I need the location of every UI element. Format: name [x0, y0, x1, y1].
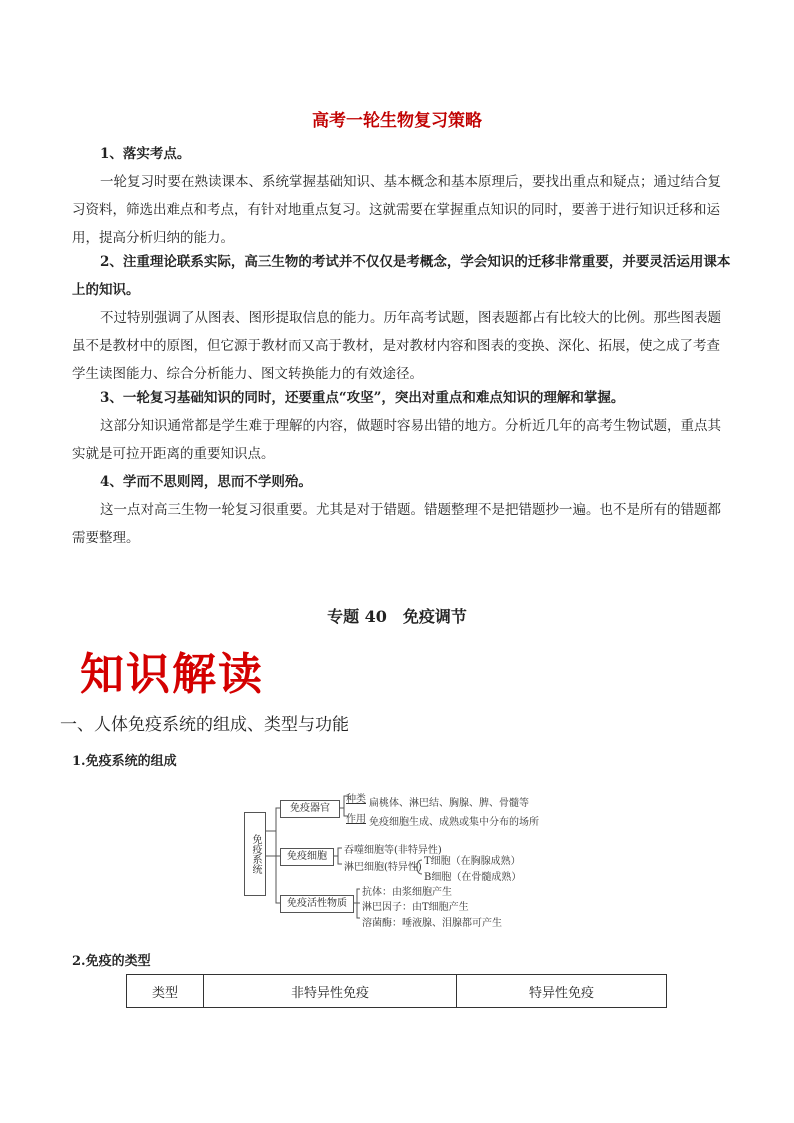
t-cell-text: T细胞（在胸腺成熟）: [424, 856, 521, 867]
strategy-1-body: 一轮复习时要在熟读课本、系统掌握基础知识、基本概念和基本原理后，要找出重点和疑点；通过结合复习资料，筛选出难点和考点，有针对地重点复习。这就需要在掌握重点知识的同时，要善于进行知识迁移和运用，提高分析归纳的能力。: [72, 174, 721, 246]
strategy-3-heading: 3、一轮复习基础知识的同时，还要重点“攻坚”，突出对重点和难点知识的理解和掌握。: [100, 390, 625, 406]
strategy-1-heading: 1、落实考点。: [100, 146, 191, 162]
topic-title: 专题 40 免疫调节: [327, 607, 467, 626]
organ-kind-tag: 种类: [346, 794, 366, 805]
immune-system-root-box: 免疫系统: [244, 812, 266, 896]
b-cell-text: B细胞（在骨髓成熟）: [424, 872, 522, 883]
immune-cell-box: 免疫细胞: [280, 848, 334, 866]
section-heading: 一、人体免疫系统的组成、类型与功能: [60, 715, 349, 735]
strategy-4-heading: 4、学而不思则罔，思而不学则殆。: [100, 474, 312, 490]
table-header-type: 类型: [127, 975, 204, 1008]
lymphocyte-text: 淋巴细胞(特异性): [344, 862, 422, 873]
knowledge-banner: 知识解读: [80, 649, 264, 700]
antibody-text: 抗体：由浆细胞产生: [362, 887, 452, 898]
strategy-4-body: 这一点对高三生物一轮复习很重要。尤其是对于错题。错题整理不是把错题抄一遍。也不是所有的错题都需要整理。: [72, 502, 721, 546]
organ-kind-text: 扁桃体、淋巴结、胸腺、脾、骨髓等: [369, 798, 529, 809]
immune-substance-box: 免疫活性物质: [280, 895, 354, 913]
subsection-composition: 1.免疫系统的组成: [72, 754, 177, 769]
immune-organ-box: 免疫器官: [280, 800, 340, 818]
strategy-2-body: 不过特别强调了从图表、图形提取信息的能力。历年高考试题，图表题都占有比较大的比例。那些图表题虽不是教材中的原图，但它源于教材而又高于教材，是对教材内容和图表的变换、深化、拓展，使之成了考查学生读图能力、综合分析能力、图文转换能力的有效途径。: [72, 310, 721, 382]
table-row: [127, 975, 667, 1008]
connector-organ: [266, 808, 280, 831]
strategy-3-body: 这部分知识通常都是学生难于理解的内容，做题时容易出错的地方。分析近几年的高考生物试题，重点其实就是可拉开距离的重要知识点。: [72, 418, 721, 462]
subsection-types: 2.免疫的类型: [72, 954, 151, 969]
lymphokine-text: 淋巴因子：由T细胞产生: [362, 902, 469, 913]
organ-func-tag: 作用: [346, 814, 366, 825]
document-title: 高考一轮生物复习策略: [312, 111, 482, 131]
table-header-nonspecific: 非特异性免疫: [204, 975, 457, 1008]
phagocyte-text: 吞噬细胞等(非特异性): [344, 845, 442, 856]
immune-types-table: [126, 974, 667, 1008]
lysozyme-text: 溶菌酶：唾液腺、泪腺都可产生: [362, 918, 502, 929]
strategy-2-heading: 2、注重理论联系实际，高三生物的考试并不仅仅是考概念，学会知识的迁移非常重要，并要灵活运用课本上的知识。: [72, 254, 731, 298]
organ-func-text: 免疫细胞生成、成熟或集中分布的场所: [369, 817, 539, 828]
table-header-specific: 特异性免疫: [457, 975, 667, 1008]
